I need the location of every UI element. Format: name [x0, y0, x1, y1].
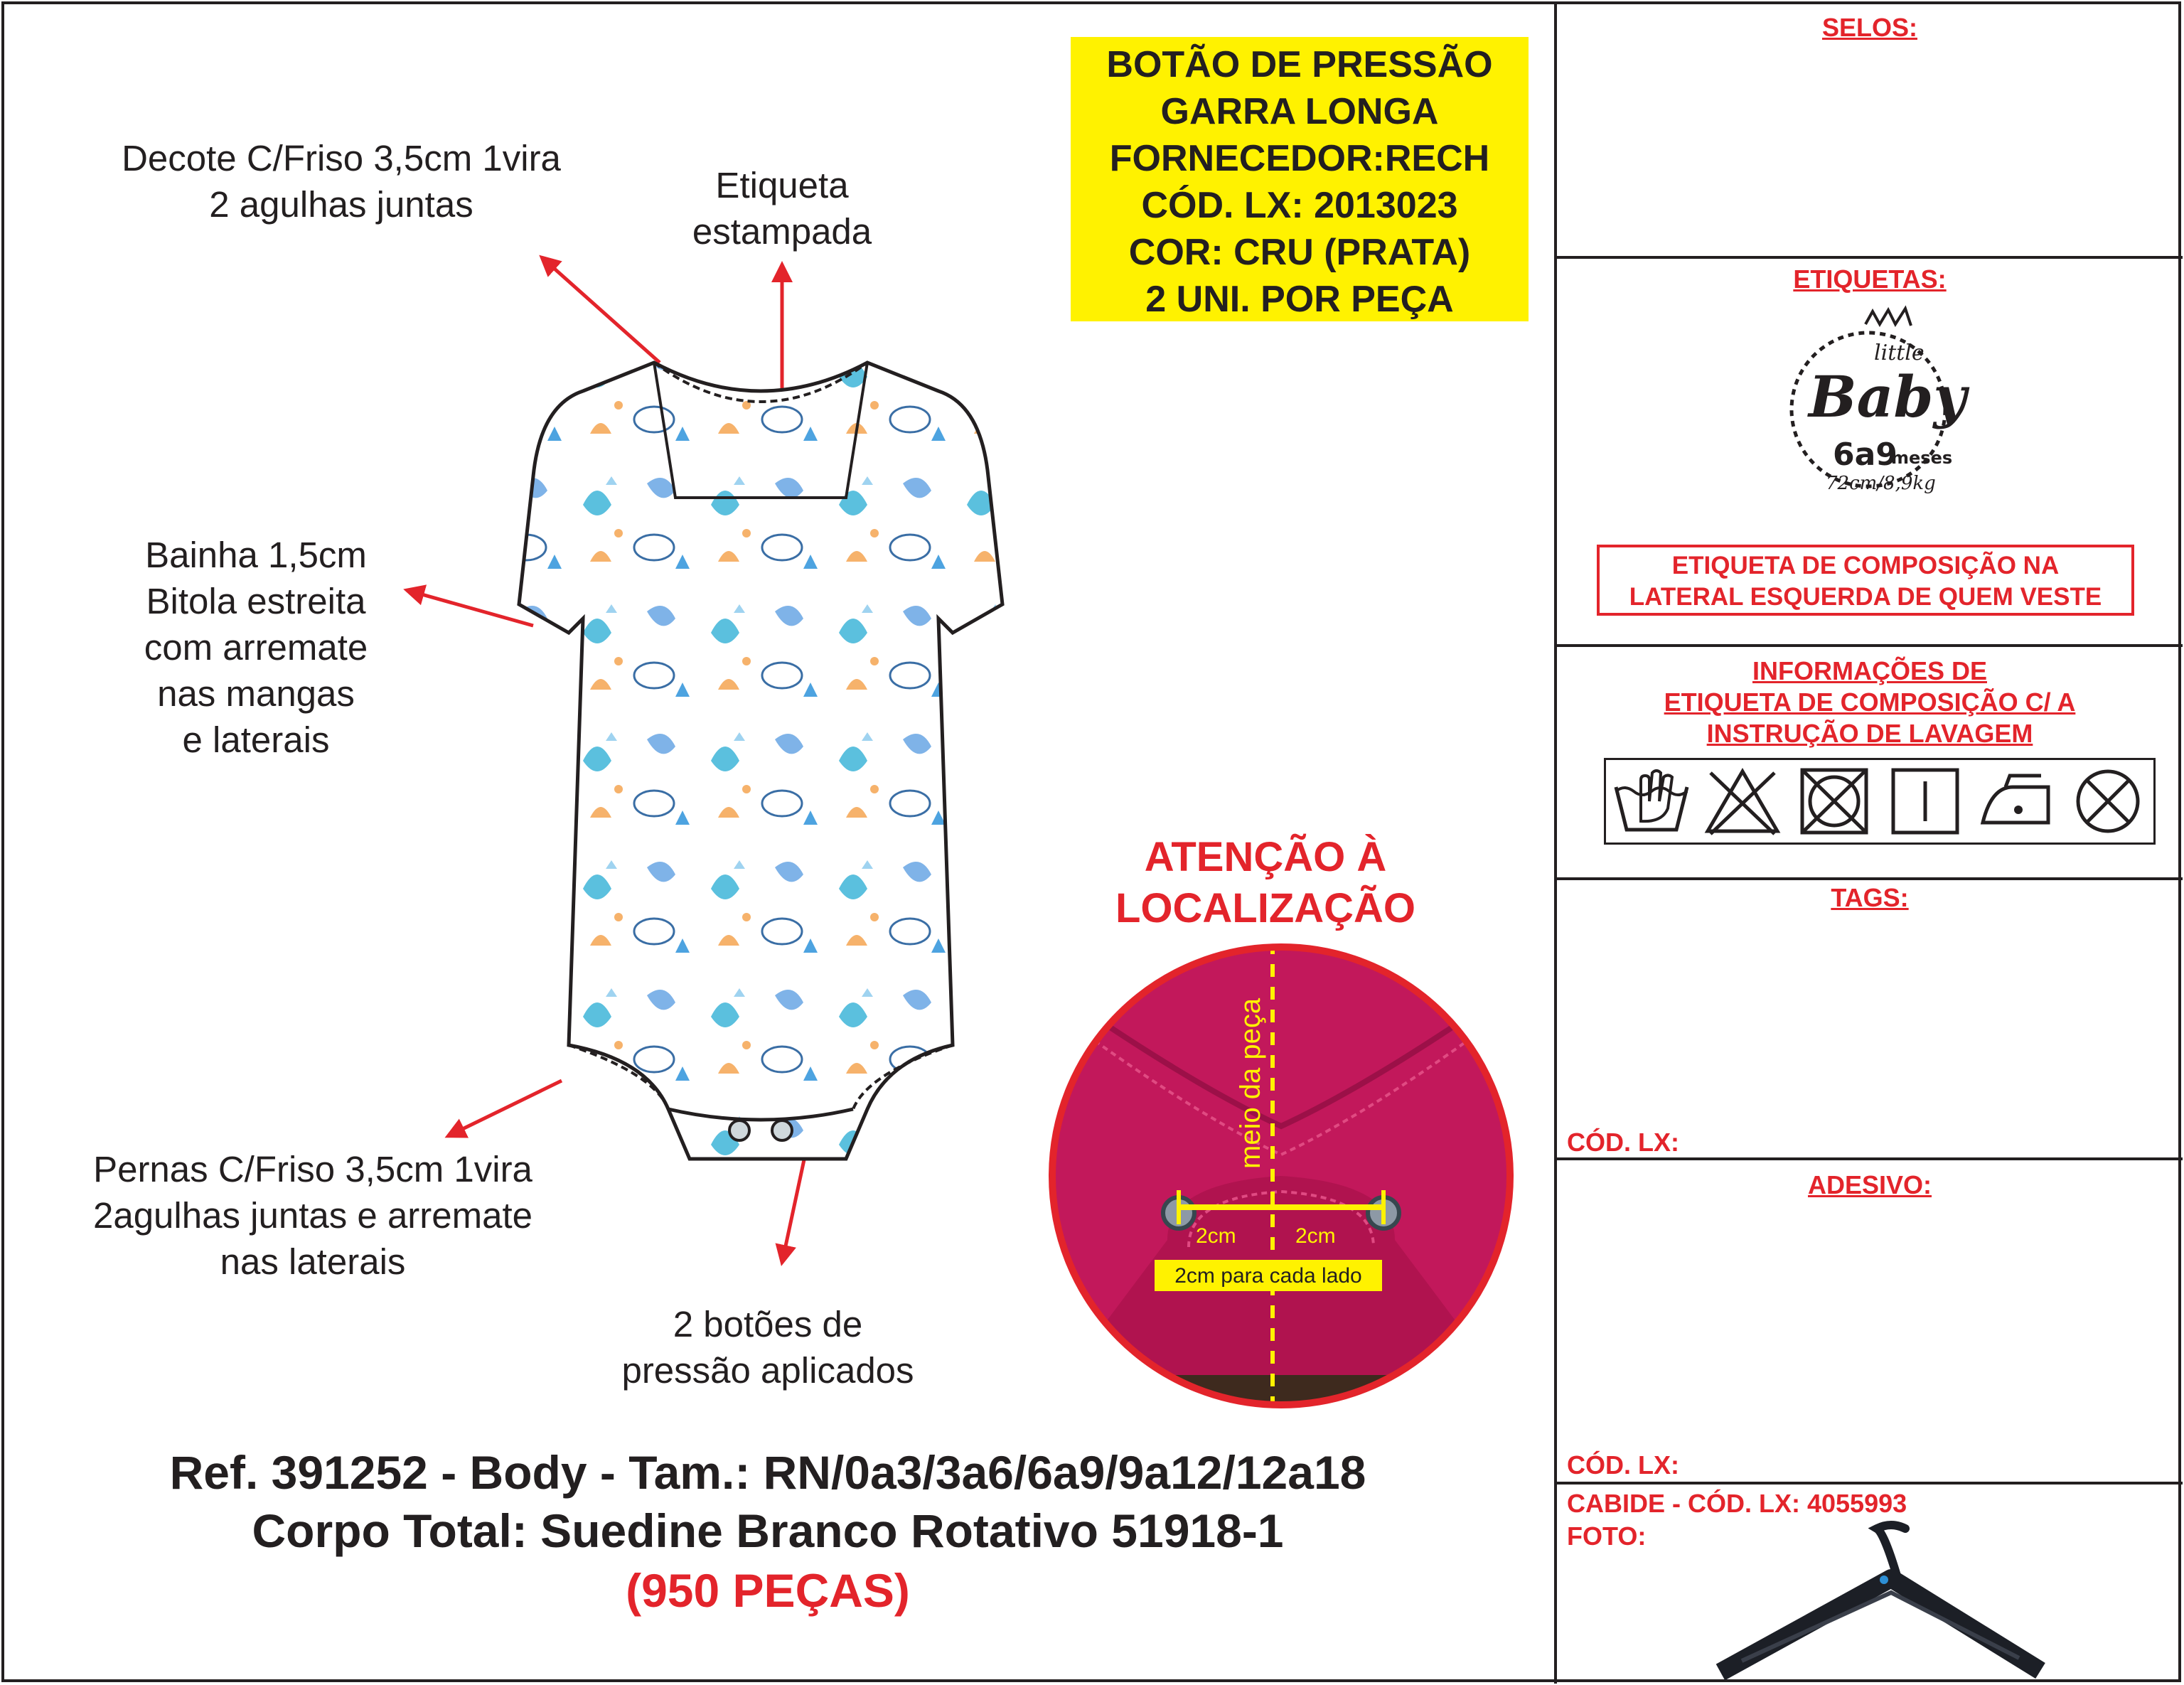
annotation-decote: Decote C/Friso 3,5cm 1vira 2 agulhas juntas: [122, 138, 561, 225]
svg-text:72cm/8,9kg: 72cm/8,9kg: [1826, 473, 1936, 494]
adesivo-title: ADESIVO:: [1807, 1170, 1932, 1199]
snap-location-detail: [1046, 941, 1516, 1411]
svg-text:little: little: [1874, 341, 1925, 365]
right-measure: 2cm: [1295, 1224, 1336, 1248]
attention-heading: ATENÇÃO À LOCALIZAÇÃO: [1115, 834, 1416, 931]
svg-text:6a9: 6a9: [1833, 437, 1897, 473]
tags-title: TAGS:: [1831, 883, 1909, 912]
hand-wash-icon: [1612, 762, 1691, 840]
do-not-tumble-dry-icon: [1795, 762, 1873, 840]
iron-low-icon: [1977, 762, 2055, 840]
tags-cod: CÓD. LX:: [1567, 1128, 1679, 1157]
divider-tags: [1554, 1157, 2183, 1160]
crown-icon: [1866, 309, 1911, 326]
left-measure: 2cm: [1196, 1224, 1236, 1248]
bodysuit-illustration: [441, 334, 1081, 1202]
center-label: meio da peça: [1235, 997, 1266, 1169]
etiquetas-title: ETIQUETAS:: [1793, 264, 1947, 294]
button-spec-box: BOTÃO DE PRESSÃO GARRA LONGA FORNECEDOR:RECH CÓD. LX: 2013023 COR: CRU (PRATA) 2 UNI. POR PEÇA: [1071, 37, 1529, 321]
measure-caption: 2cm para cada lado: [1174, 1264, 1362, 1288]
fabric-line: Corpo Total: Suedine Branco Rotativo 51918-1: [252, 1504, 1284, 1557]
snap-button: [729, 1120, 749, 1140]
cabide-info: CABIDE - CÓD. LX: 4055993 FOTO:: [1567, 1489, 1907, 1551]
do-not-dry-clean-icon: [2069, 762, 2147, 840]
ref-line: Ref. 391252 - Body - Tam.: RN/0a3/3a6/6a9/9a12/12a18: [169, 1446, 1366, 1499]
care-instructions: [1604, 758, 2156, 845]
composition-note-box: ETIQUETA DE COMPOSIÇÃO NA LATERAL ESQUERDA DE QUEM VESTE: [1597, 545, 2134, 616]
divider-adesivo: [1554, 1482, 2183, 1485]
svg-text:meses: meses: [1891, 448, 1953, 468]
selos-title: SELOS:: [1821, 13, 1917, 42]
adesivo-cod: CÓD. LX:: [1567, 1450, 1679, 1480]
sidebar-divider: [1554, 1, 1557, 1684]
snap-button: [772, 1120, 792, 1140]
annotation-etiqueta: Etiqueta estampada: [692, 165, 872, 252]
annotation-bainha: Bainha 1,5cm Bitola estreita com arremate nas mangas e laterais: [144, 535, 368, 760]
do-not-bleach-icon: [1703, 762, 1782, 840]
info-title: INFORMAÇÕES DE ETIQUETA DE COMPOSIÇÃO C/ A INSTRUÇÃO DE LAVAGEM: [1664, 656, 2076, 748]
annotation-pernas: Pernas C/Friso 3,5cm 1vira 2agulhas juntas e arremate nas laterais: [92, 1149, 533, 1282]
bodysuit-outline: [519, 363, 1002, 1159]
brand-label-logo: [1789, 303, 1981, 523]
svg-text:Baby: Baby: [1809, 363, 1966, 430]
annotation-botoes: 2 botões de pressão aplicados: [621, 1304, 914, 1391]
divider-etiquetas: [1554, 644, 2183, 647]
divider-selos: [1554, 256, 2183, 259]
divider-info: [1554, 877, 2183, 880]
hanger-photo: [1692, 1519, 2069, 1682]
line-dry-icon: [1886, 762, 1964, 840]
quantity-line: (950 PEÇAS): [626, 1564, 910, 1617]
